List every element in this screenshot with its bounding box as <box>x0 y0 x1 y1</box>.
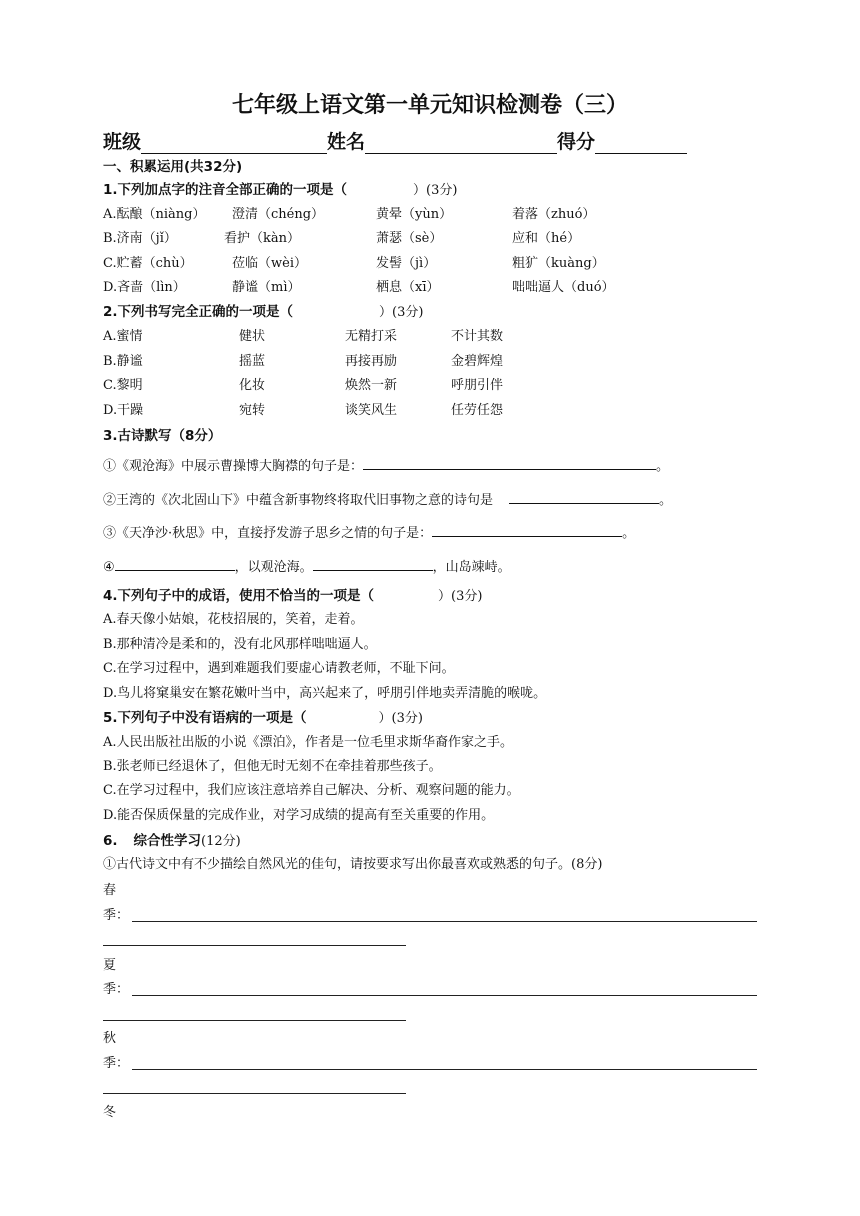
poem-line-2: ②王湾的《次北固山下》中蕴含新事物终将取代旧事物之意的诗句是 。 <box>103 489 672 510</box>
name-label: 姓名 <box>327 131 366 153</box>
answer-line[interactable] <box>132 921 757 922</box>
exam-page: 七年级上语文第一单元知识检测卷（三） 班级 姓名 得分 一、积累运用(共32分) 1.下列加点字的注音全部正确的一项是（ ）(3分) A.酝酿（niàng） 澄清（chéng） 黄晕（yùn） 着落（zhuó） B.济南（jǐ） 看护（kàn） 萧瑟（sè） 应和（hé） C.贮蓄（chù） 莅临（wèi） 发髻（jì） 粗犷（kuàng） D.吝啬（lìn） 静谧（mì） 栖息（xī） 咄咄逼人（duó） 2.下列书写完全正确的一项是（ ）(3分) A.蜜情 健状 无精打采 不计其数 B.静谧 摇蓝 再接再励 金碧辉煌 C.黎明 化妆 焕然一新 呼朋引伴 D.干躁 宛转 谈笑风生 任劳任怨 3.古诗默写（8分） ①《观沧海》中展示曹操博大胸襟的句子是： 。 ②王湾的《次北固山下》中蕴含新事物终将取代旧事物之意的诗句是 。 ③《天净沙·秋思》中，直接抒发游子思乡之情的句子是： 。 ④ ，以观沧海。 ，山岛竦峙。 4.下列句子中的成语，使用不恰当的一项是（ ）(3分) A.春天像小姑娘，花枝招展的，笑着，走着。 B.那种清冷是柔和的，没有北风那样咄咄逼人。 C.在学习过程中，遇到难题我们要虚心请教老师，不耻下问。 D.鸟儿将窠巢安在繁花嫩叶当中，高兴起来了，呼朋引伴地卖弄清脆的喉咙。 5.下列句子中没有语病的一项是（ ）(3分) A.人民出版社出版的小说《漂泊》，作者是一位毛里求斯华裔作家之手。 B.张老师已经退休了，但他无时无刻不在牵挂着那些孩子。 C.在学习过程中，我们应该注意培养自己解决、分析、观察问题的能力。 D.能否保质保量的完成作业，对学习成绩的提高有至关重要的作用。 6. 综合性学习(12分) ①古代诗文中有不少描绘自然风光的佳句，请按要求写出你最喜欢或熟悉的句子。(8分) 春 季： 夏 季： 秋 季： 冬 <box>0 0 860 1216</box>
option-item: D.鸟儿将窠巢安在繁花嫩叶当中，高兴起来了，呼朋引伴地卖弄清脆的喉咙。 <box>103 686 547 701</box>
option-item: A.人民出版社出版的小说《漂泊》，作者是一位毛里求斯华裔作家之手。 <box>103 735 514 750</box>
name-field[interactable] <box>365 131 557 154</box>
fill-blank[interactable] <box>509 489 659 504</box>
student-info-header <box>103 126 687 154</box>
question-6-sub-1: ①古代诗文中有不少描绘自然风光的佳句，请按要求写出你最喜欢或熟悉的句子。(8分) <box>103 857 603 872</box>
fill-blank[interactable] <box>313 556 433 571</box>
season-label-top: 冬 <box>103 1105 117 1120</box>
option-item: C.在学习过程中，我们应该注意培养自己解决、分析、观察问题的能力。 <box>103 783 520 798</box>
option-item: B.张老师已经退休了，但他无时无刻不在牵挂着那些孩子。 <box>103 759 442 774</box>
score-field[interactable] <box>595 131 687 154</box>
option-item: A.春天像小姑娘，花枝招展的，笑着，走着。 <box>103 612 364 627</box>
fill-blank[interactable] <box>363 455 656 470</box>
class-field[interactable] <box>141 131 327 154</box>
season-label-bottom: 季： <box>103 908 130 923</box>
poem-line-1: ①《观沧海》中展示曹操博大胸襟的句子是： 。 <box>103 455 669 476</box>
answer-line[interactable] <box>103 1020 406 1021</box>
season-label-bottom: 季： <box>103 982 130 997</box>
poem-line-4: ④ ，以观沧海。 ，山岛竦峙。 <box>103 556 511 577</box>
page-title: 七年级上语文第一单元知识检测卷（三） <box>231 93 628 118</box>
answer-line[interactable] <box>132 1069 757 1070</box>
poem-line-3: ③《天净沙·秋思》中，直接抒发游子思乡之情的句子是： 。 <box>103 522 635 543</box>
question-3-stem: 3.古诗默写（8分） <box>103 428 222 444</box>
question-1-stem: 1.下列加点字的注音全部正确的一项是（ ）(3分) <box>103 182 458 198</box>
score-label: 得分 <box>557 131 596 153</box>
section-heading: 一、积累运用(共32分) <box>103 159 243 175</box>
question-5-stem: 5.下列句子中没有语病的一项是（ ）(3分) <box>103 710 423 726</box>
season-label-top: 春 <box>103 883 117 898</box>
option-item: C.在学习过程中，遇到难题我们要虚心请教老师，不耻下问。 <box>103 661 455 676</box>
fill-blank[interactable] <box>432 522 622 537</box>
season-label-bottom: 季： <box>103 1056 130 1071</box>
option-item: D.能否保质保量的完成作业，对学习成绩的提高有至关重要的作用。 <box>103 808 495 823</box>
answer-line[interactable] <box>132 995 757 996</box>
option-item: B.那种清冷是柔和的，没有北风那样咄咄逼人。 <box>103 637 377 652</box>
answer-line[interactable] <box>103 945 406 946</box>
class-label: 班级 <box>103 131 142 153</box>
season-label-top: 秋 <box>103 1031 117 1046</box>
fill-blank[interactable] <box>115 556 235 571</box>
question-2-stem: 2.下列书写完全正确的一项是（ ）(3分) <box>103 304 424 320</box>
question-6-stem: 6. 综合性学习(12分) <box>103 833 241 849</box>
answer-line[interactable] <box>103 1093 406 1094</box>
question-4-stem: 4.下列句子中的成语，使用不恰当的一项是（ ）(3分) <box>103 588 483 604</box>
season-label-top: 夏 <box>103 958 117 973</box>
